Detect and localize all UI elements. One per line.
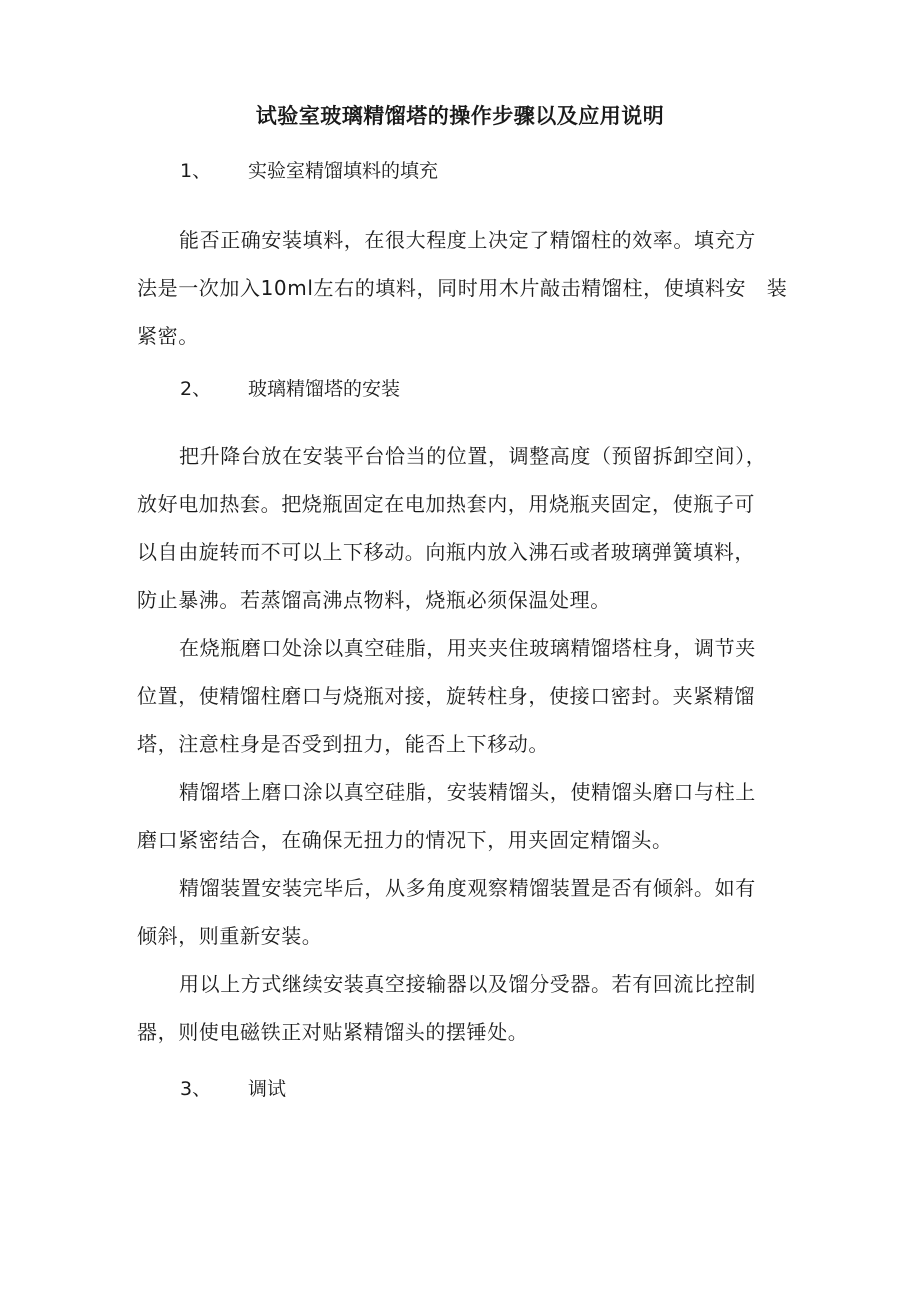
paragraph (137, 768, 807, 864)
text-line: 精馏装置安装完毕后，从多角度观察精馏装置是否有倾斜。如有 (179, 876, 756, 900)
section-number: 3、 (180, 1078, 212, 1100)
section-title: 实验室精馏填料的填充 (248, 160, 439, 182)
paragraph (137, 864, 807, 960)
text-line: 把升降台放在安装平台恰当的位置，调整高度（预留拆卸空间）， (179, 444, 767, 468)
text-line: 防止暴沸。若蒸馏高沸点物料，烧瓶必须保温处理。 (137, 588, 611, 612)
paragraph (137, 216, 807, 360)
text-line: 以自由旋转而不可以上下移动。向瓶内放入沸石或者玻璃弹簧填料， (137, 540, 755, 564)
section-number: 1、 (180, 160, 212, 182)
text-line: 放好电加热套。把烧瓶固定在电加热套内，用烧瓶夹固定，使瓶子可 (137, 492, 755, 516)
paragraph (137, 960, 807, 1056)
section-heading-2 (180, 374, 400, 404)
section-title: 调试 (248, 1078, 287, 1100)
paragraph (137, 624, 807, 768)
text-line: 在烧瓶磨口处涂以真空硅脂，用夹夹住玻璃精馏塔柱身，调节夹 (179, 636, 756, 660)
document-title: 试验室玻璃精馏塔的操作步骤以及应用说明 (255, 104, 665, 128)
text-line: 法是一次加入10ml左右的填料，同时用木片敲击精馏柱，使填料安 装 (137, 276, 788, 300)
section-heading-3 (180, 1074, 286, 1104)
text-line: 器，则使电磁铁正对贴紧精馏头的摆锤处。 (137, 1020, 529, 1044)
text-line: 能否正确安装填料，在很大程度上决定了精馏柱的效率。填充方 (179, 228, 756, 252)
text-line: 塔，注意柱身是否受到扭力，能否上下移动。 (137, 732, 549, 756)
text-line: 位置，使精馏柱磨口与烧瓶对接，旋转柱身，使接口密封。夹紧精馏 (137, 684, 755, 708)
section-heading-1 (180, 156, 438, 186)
text-line: 精馏塔上磨口涂以真空硅脂，安装精馏头，使精馏头磨口与柱上 (179, 780, 756, 804)
section-title: 玻璃精馏塔的安装 (248, 378, 401, 400)
text-line: 磨口紧密结合，在确保无扭力的情况下，用夹固定精馏头。 (137, 828, 673, 852)
text-line: 倾斜，则重新安装。 (137, 924, 323, 948)
paragraph (137, 432, 807, 624)
section-number: 2、 (180, 378, 212, 400)
text-line: 用以上方式继续安装真空接输器以及馏分受器。若有回流比控制 (179, 972, 756, 996)
text-line: 紧密。 (137, 324, 199, 348)
